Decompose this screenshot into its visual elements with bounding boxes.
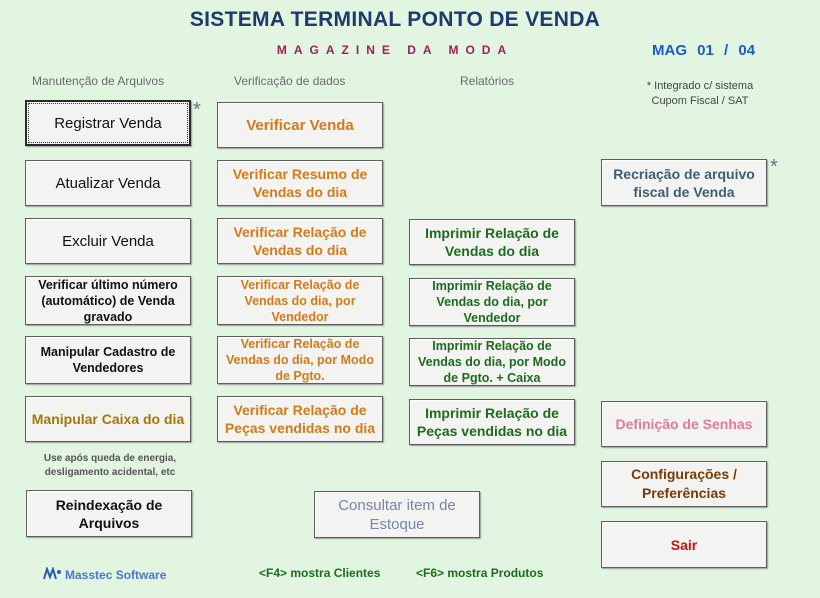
check-last-sale-number-button[interactable]: Verificar último número (automático) de Venda gravado	[25, 276, 191, 325]
reindex-note-line1: Use após queda de energia,	[43, 453, 177, 464]
column-header-verification: Verificação de dados	[234, 74, 346, 88]
check-pieces-sold-button[interactable]: Verificar Relação de Peças vendidas no dia	[217, 396, 383, 442]
manage-cash-button[interactable]: Manipular Caixa do dia	[25, 396, 191, 442]
terminal-id: MAG 01 / 04	[652, 42, 756, 59]
print-sales-by-payment-button[interactable]: Imprimir Relação de Vendas do dia, por Modo de Pgto. + Caixa	[409, 338, 575, 386]
print-sales-relation-button[interactable]: Imprimir Relação de Vendas do dia	[409, 219, 575, 265]
update-sale-button[interactable]: Atualizar Venda	[25, 160, 191, 206]
integration-note-line2: Cupom Fiscal / SAT	[651, 95, 749, 107]
brand-logo	[42, 567, 166, 582]
reindex-note-line2: desligamento acidental, etc	[44, 467, 176, 478]
password-definition-button[interactable]: Definição de Senhas	[601, 401, 767, 447]
brand-name: Masstec Software	[65, 568, 167, 582]
integration-note-line1: * Integrado c/ sistema	[646, 80, 754, 92]
stock-query-button[interactable]: Consultar item de Estoque	[314, 491, 480, 538]
check-sales-summary-button[interactable]: Verificar Resumo de Vendas do dia	[217, 160, 383, 206]
column-header-maintenance: Manutenção de Arquivos	[32, 74, 165, 88]
f4-shortcut-hint: <F4> mostra Clientes	[259, 566, 381, 580]
register-sale-star: *	[193, 99, 201, 121]
check-sales-by-payment-button[interactable]: Verificar Relação de Vendas do dia, por Modo de Pgto.	[217, 336, 383, 384]
manage-sellers-button[interactable]: Manipular Cadastro de Vendedores	[25, 336, 191, 384]
page-title: SISTEMA TERMINAL PONTO DE VENDA	[189, 8, 601, 31]
reindex-note	[20, 452, 200, 480]
integration-note	[628, 79, 772, 109]
f6-shortcut-hint: <F6> mostra Produtos	[416, 566, 544, 580]
settings-preferences-button[interactable]: Configurações / Preferências	[601, 461, 767, 507]
check-sale-button[interactable]: Verificar Venda	[217, 102, 383, 148]
print-pieces-sold-button[interactable]: Imprimir Relação de Peças vendidas no dia	[409, 399, 575, 445]
fiscal-file-star: *	[770, 156, 778, 178]
store-name: MAGAZINE DA MODA	[276, 43, 514, 57]
check-sales-by-seller-button[interactable]: Verificar Relação de Vendas do dia, por Vendedor	[217, 276, 383, 325]
register-sale-button[interactable]: Registrar Venda	[25, 100, 191, 146]
print-sales-by-seller-button[interactable]: Imprimir Relação de Vendas do dia, por Vendedor	[409, 278, 575, 326]
masstec-logo-icon	[42, 567, 62, 582]
delete-sale-button[interactable]: Excluir Venda	[25, 218, 191, 264]
reindex-files-button[interactable]: Reindexação de Arquivos	[26, 490, 192, 537]
fiscal-file-recreation-button[interactable]: Recriação de arquivo fiscal de Venda	[601, 159, 767, 206]
exit-button[interactable]: Sair	[601, 521, 767, 568]
check-sales-relation-button[interactable]: Verificar Relação de Vendas do dia	[217, 218, 383, 264]
column-header-reports: Relatórios	[460, 74, 515, 88]
